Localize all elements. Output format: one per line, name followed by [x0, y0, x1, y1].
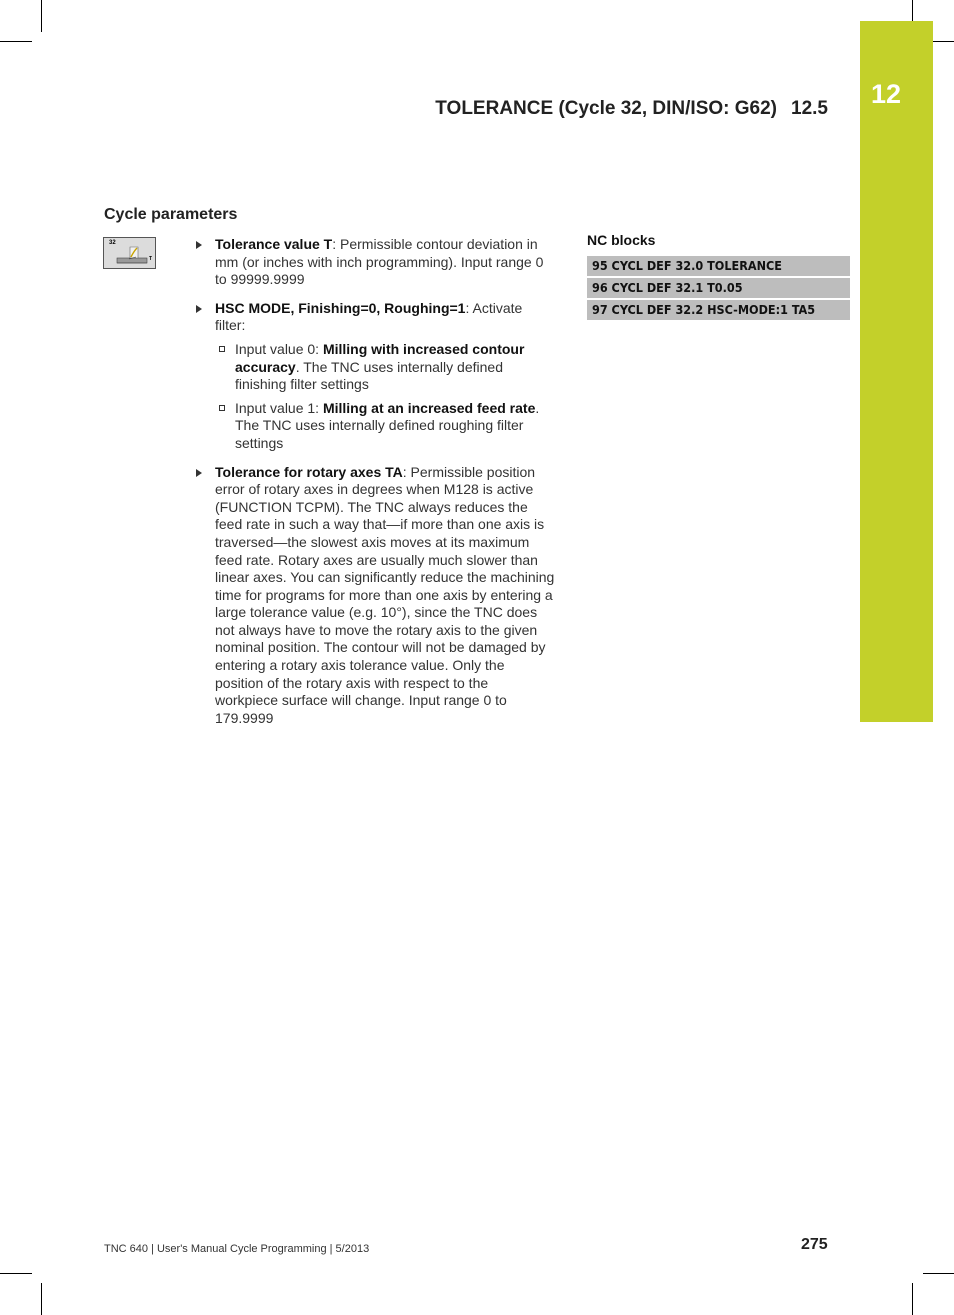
sub-item-roughing — [215, 400, 555, 453]
sub-item-bold: Milling with increased contour accuracy — [235, 340, 525, 375]
param-hsc-mode — [193, 300, 555, 453]
sub-item-text: . The TNC uses internally defined finishing filter settings — [235, 358, 503, 393]
nc-block-row: 95 CYCL DEF 32.0 TOLERANCE — [587, 256, 850, 276]
chapter-tab — [860, 21, 933, 722]
cycle-softkey — [103, 237, 156, 269]
crop-mark — [0, 41, 32, 42]
crop-mark — [0, 1273, 32, 1274]
page-header — [435, 98, 828, 120]
sub-item-bold: Milling at an increased feed rate — [322, 399, 536, 416]
param-rotary-tolerance — [193, 464, 555, 728]
header-section: 12.5 — [791, 98, 828, 119]
page-number: 275 — [801, 1236, 828, 1253]
crop-mark — [41, 0, 42, 32]
tolerance-cycle-icon — [104, 238, 157, 270]
param-description: : Permissible contour deviation in mm (or inches with inch programming). Input range 0 to 99999.9999 — [215, 236, 544, 288]
square-bullet-icon — [219, 405, 225, 411]
square-bullet-icon — [219, 346, 225, 352]
param-tolerance-value — [193, 236, 555, 289]
softkey-label: 32 — [109, 240, 116, 246]
triangle-bullet-icon — [196, 241, 202, 249]
sub-item-finishing — [215, 341, 555, 394]
param-name: Tolerance for rotary axes TA — [215, 463, 403, 480]
parameter-list — [193, 236, 555, 738]
footer-text: TNC 640 | User's Manual Cycle Programming | 5/2013 — [104, 1243, 370, 1255]
crop-mark — [41, 1283, 42, 1315]
sub-item-prefix: Input value 1: — [235, 399, 323, 416]
header-title: TOLERANCE (Cycle 32, DIN/ISO: G62) — [435, 98, 778, 119]
softkey-letter: T — [149, 256, 153, 262]
nc-block-row: 96 CYCL DEF 32.1 T0.05 — [587, 278, 850, 298]
sub-item-text: . The TNC uses internally defined roughing filter settings — [235, 399, 540, 451]
triangle-bullet-icon — [196, 469, 202, 477]
nc-block-row: 97 CYCL DEF 32.2 HSC-MODE:1 TA5 — [587, 300, 850, 320]
crop-mark — [923, 1273, 954, 1274]
nc-blocks-table — [587, 256, 850, 322]
triangle-bullet-icon — [196, 305, 202, 313]
chapter-number: 12 — [871, 79, 902, 109]
sub-item-prefix: Input value 0: — [235, 340, 323, 357]
nc-blocks-title: NC blocks — [587, 232, 656, 248]
param-description: : Activate filter: — [215, 299, 523, 334]
crop-mark — [912, 0, 913, 21]
param-description: : Permissible position error of rotary axes in degrees when M128 is active (FUNCTION TCPM). The TNC always reduces the feed rate in such a way that—if more than one axis is traversed—the slowest axis moves at its maximum feed rate. Rotary axes are usually much slower than linear axes. You can significantly reduce the machining time for programs for more than one axis by entering a large tolerance value (e.g. 10°), since the TNC does not always have to move the rotary axis to the given nominal position. The contour will not be damaged by entering a rotary axis tolerance value. Only the position of the rotary axis with respect to the workpiece surface will change. Input range 0 to 179.9999 — [215, 463, 555, 726]
crop-mark — [912, 1283, 913, 1315]
param-name: Tolerance value T — [215, 236, 333, 252]
section-title: Cycle parameters — [104, 206, 238, 223]
param-name: HSC MODE, Finishing=0, Roughing=1 — [215, 299, 466, 316]
